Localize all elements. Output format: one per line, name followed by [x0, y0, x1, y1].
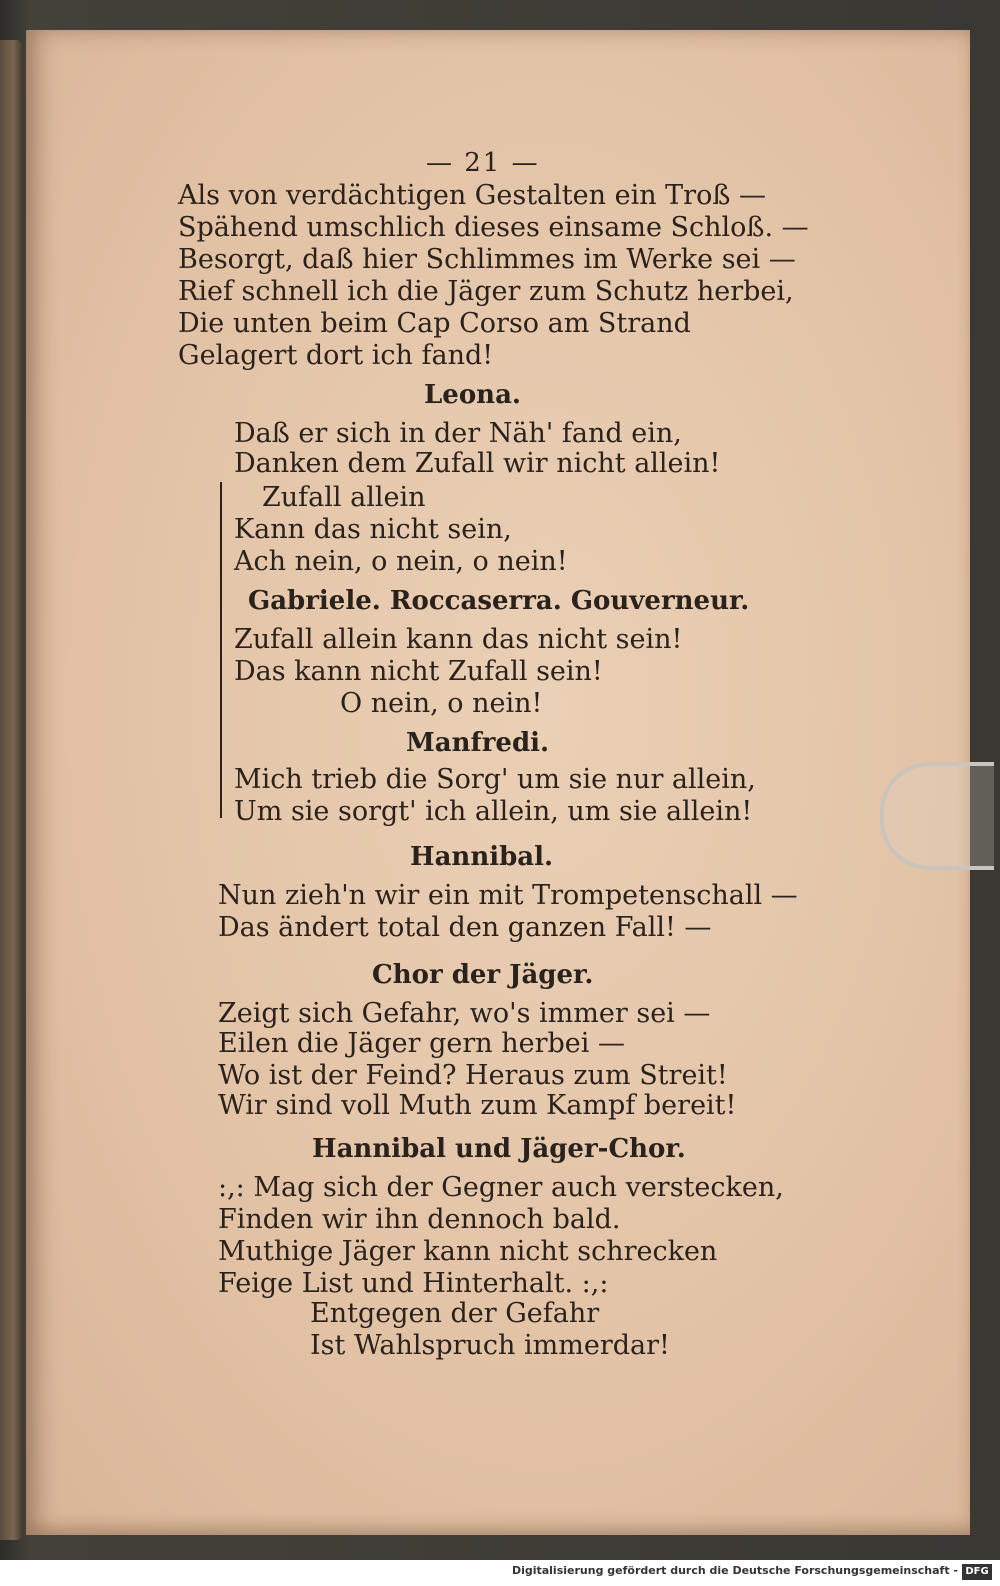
- verse-line: Muthige Jäger kann nicht schrecken: [218, 1236, 718, 1267]
- speaker-hannibal-chor: Hannibal und Jäger-Chor.: [312, 1134, 686, 1164]
- verse-line: Eilen die Jäger gern herbei —: [218, 1028, 625, 1059]
- verse-line: Daß er sich in der Näh' fand ein,: [234, 418, 682, 449]
- speaker-leona: Leona.: [424, 380, 521, 410]
- footer-bar: [0, 1560, 1000, 1586]
- verse-line: Nun zieh'n wir ein mit Trompetenschall —: [218, 880, 798, 911]
- verse-line: Wir sind voll Muth zum Kampf bereit!: [218, 1090, 737, 1121]
- verse-line: Mich trieb die Sorg' um sie nur allein,: [234, 764, 756, 795]
- verse-line: Ach nein, o nein, o nein!: [234, 546, 568, 577]
- book-page: [26, 30, 970, 1535]
- verse-line: Ist Wahlspruch immerdar!: [310, 1330, 670, 1361]
- ensemble-brace: [220, 482, 222, 818]
- verse-line: Finden wir ihn dennoch bald.: [218, 1204, 621, 1235]
- speaker-hannibal: Hannibal.: [410, 842, 554, 872]
- book-spine: [0, 40, 22, 1540]
- verse-line: Kann das nicht sein,: [234, 514, 512, 545]
- verse-line: Spähend umschlich dieses einsame Schloß. —: [178, 212, 809, 243]
- verse-line: Das ändert total den ganzen Fall! —: [218, 912, 712, 943]
- verse-line: Zufall allein kann das nicht sein!: [234, 624, 683, 655]
- verse-line: Entgegen der Gefahr: [310, 1298, 600, 1329]
- verse-line: Um sie sorgt' ich allein, um sie allein!: [234, 796, 753, 827]
- speaker-chor: Chor der Jäger.: [372, 960, 594, 990]
- dfg-logo: DFG: [962, 1564, 992, 1580]
- verse-line: Feige List und Hinterhalt. :,:: [218, 1268, 609, 1299]
- verse-line: Wo ist der Feind? Heraus zum Streit!: [218, 1060, 728, 1091]
- verse-line: Das kann nicht Zufall sein!: [234, 656, 603, 687]
- verse-line: Zufall allein: [262, 482, 426, 513]
- page-number: — 21 —: [426, 148, 540, 178]
- verse-line: Danken dem Zufall wir nicht allein!: [234, 448, 721, 479]
- speaker-group: Gabriele. Roccaserra. Gouverneur.: [248, 586, 750, 616]
- verse-line: Als von verdächtigen Gestalten ein Troß —: [178, 180, 766, 211]
- verse-line: Besorgt, daß hier Schlimmes im Werke sei —: [178, 244, 796, 275]
- verse-line: Zeigt sich Gefahr, wo's immer sei —: [218, 998, 711, 1029]
- verse-line: Rief schnell ich die Jäger zum Schutz herbei,: [178, 276, 794, 307]
- verse-line: O nein, o nein!: [340, 688, 543, 719]
- verse-line: Die unten beim Cap Corso am Strand: [178, 308, 691, 339]
- paper-clip: [880, 762, 994, 870]
- speaker-manfredi: Manfredi.: [406, 728, 550, 758]
- footer-credit: Digitalisierung gefördert durch die Deutsche Forschungsgemeinschaft -: [511, 1564, 958, 1577]
- verse-line: Gelagert dort ich fand!: [178, 340, 494, 371]
- verse-line: :,: Mag sich der Gegner auch verstecken,: [218, 1172, 784, 1203]
